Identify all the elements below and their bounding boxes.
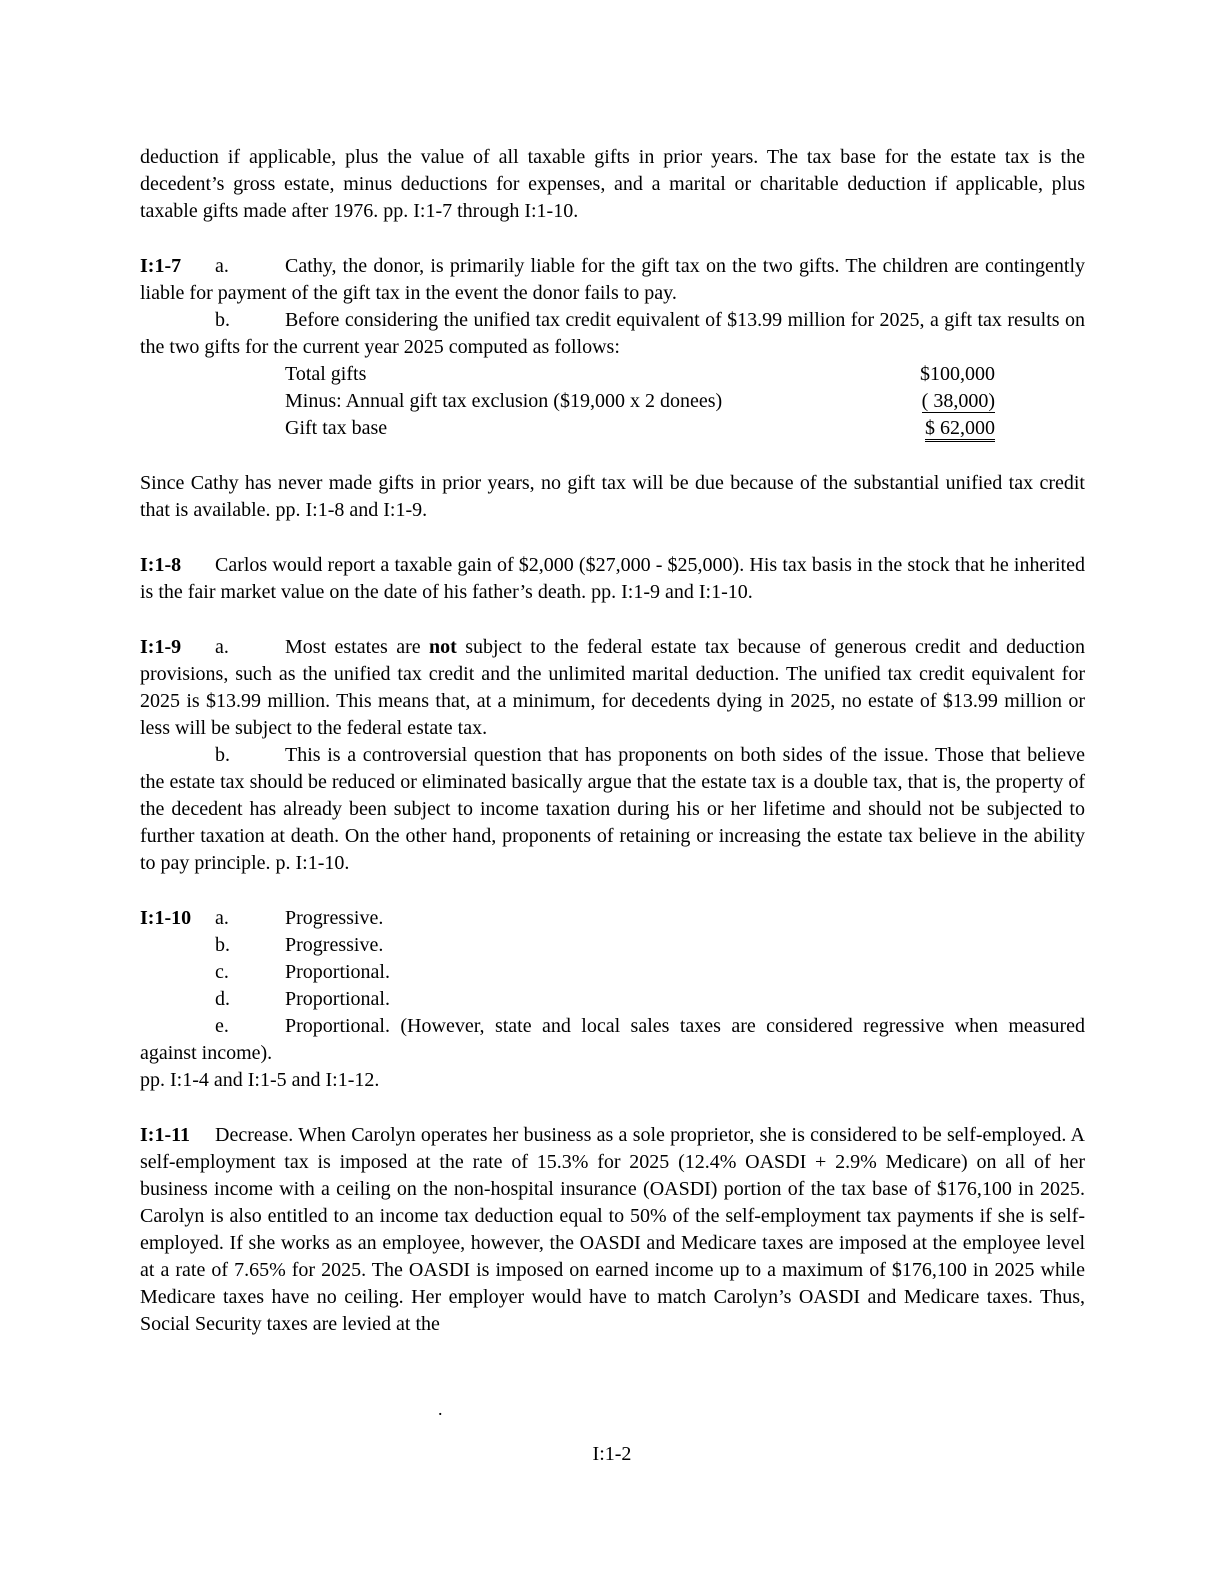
section-i110 [140, 905, 1085, 1094]
para-i19-b [140, 742, 1085, 877]
i18-text: Carlos would report a taxable gain of $2,000 ($27,000 - $25,000). His tax basis in the stock that he inherited is the fair market value on the date of his father’s death. pp. I:1-9 and I:1-10. [140, 554, 1085, 603]
i17-b-text: Before considering the unified tax credit equivalent of $13.99 million for 2025, a gift tax results on the two gifts for the current year 2025 computed as follows: [140, 309, 1085, 358]
row-label: Gift tax base [285, 417, 388, 439]
sub-item-label: a. [215, 636, 229, 658]
list-item-b [140, 932, 1085, 959]
para-i18 [140, 552, 1085, 606]
i111-text: Decrease. When Carolyn operates her business as a sole proprietor, she is considered to be self-employed. A self-employment tax is imposed at the rate of 15.3% for 2025 (12.4% OASDI + 2.9% Medicare) on all of her business income with a ceiling on the non-hospital insurance (OASDI) portion of the tax base of $176,100 in 2025. Carolyn is also entitled to an income tax deduction equal to 50% of the self-employment tax payments if she is self-employed. If she works as an employee, however, the OASDI and Medicare taxes are imposed at the employee level at a rate of 7.65% for 2025. The OASDI is imposed on earned income up to a maximum of $176,100 in 2025 while Medicare taxes have no ceiling. Her employer would have to match Carolyn’s OASDI and Medicare taxes. Thus, Social Security taxes are levied at the [140, 1124, 1085, 1335]
i19-a-text-2: subject to the federal estate tax because of generous credit and deduction provisions, such as the unified tax credit and the unlimited marital deduction. The unified tax credit equivalent for 2025 is $13.99 million. This means that, at a minimum, for decedents dying in 2025, no estate of $13.99 million or less will be subject to the federal estate tax. [140, 636, 1085, 739]
row-label: Total gifts [285, 363, 367, 385]
list-item-text: Proportional. [285, 961, 390, 983]
gift-tax-table [140, 361, 1085, 442]
item-number: I:1-9 [140, 636, 182, 658]
item-number: I:1-10 [140, 907, 192, 929]
list-item-text: Progressive. [285, 907, 384, 929]
sub-item-label: b. [215, 309, 230, 331]
row-amount [825, 415, 995, 442]
item-number: I:1-7 [140, 255, 182, 277]
i19-a-bold-word: not [429, 636, 457, 658]
i110-page-refs [140, 1067, 1085, 1094]
paragraph-intro [140, 144, 1085, 225]
list-item-text: Proportional. [285, 988, 390, 1010]
sub-item-label: a. [215, 255, 229, 277]
section-i17 [140, 253, 1085, 442]
list-item-c [140, 959, 1085, 986]
item-number: I:1-8 [140, 554, 182, 576]
para-i111 [140, 1122, 1085, 1338]
list-item-e [140, 1013, 1085, 1067]
row-label: Minus: Annual gift tax exclusion ($19,000 x 2 donees) [285, 390, 723, 412]
sub-item-label: d. [215, 988, 230, 1010]
sub-item-label: c. [215, 961, 229, 983]
section-i19 [140, 634, 1085, 877]
table-row [285, 388, 995, 415]
paragraph-intro-text: deduction if applicable, plus the value of all taxable gifts in prior years. The tax base for the estate tax is the decedent’s gross estate, minus deductions for expenses, and a marital or charitable deduction if applicable, plus taxable gifts made after 1976. pp. I:1-7 through I:1-10. [140, 146, 1085, 222]
para-i17-a [140, 253, 1085, 307]
i17-a-text: Cathy, the donor, is primarily liable for the gift tax on the two gifts. The children are contingently liable for payment of the gift tax in the event the donor fails to pay. [140, 255, 1085, 304]
page-footer [0, 1441, 1224, 1468]
i19-a-text-1: Most estates are [285, 636, 430, 658]
list-item-text: Proportional. (However, state and local sales taxes are considered regressive when measured against income). [140, 1015, 1085, 1064]
i19-b-text: This is a controversial question that has proponents on both sides of the issue. Those that believe the estate tax should be reduced or eliminated basically argue that the estate tax is a double tax, that is, the property of the decedent has already been subject to income taxation during his or her lifetime and should not be subjected to further taxation at death. On the other hand, proponents of retaining or increasing the estate tax believe in the ability to pay principle. p. I:1-10. [140, 744, 1085, 874]
sub-item-label: b. [215, 934, 230, 956]
stray-dot: . [438, 1399, 443, 1419]
i110-refs-text: pp. I:1-4 and I:1-5 and I:1-12. [140, 1069, 380, 1091]
amount-text-underlined: ( 38,000) [921, 390, 995, 412]
list-item-a [140, 905, 1085, 932]
list-item-d [140, 986, 1085, 1013]
row-amount [825, 388, 995, 415]
amount-text: $100,000 [920, 363, 995, 385]
para-i17-b [140, 307, 1085, 361]
item-number: I:1-11 [140, 1124, 190, 1146]
i17-closing-text: Since Cathy has never made gifts in prior years, no gift tax will be due because of the substantial unified tax credit that is available. pp. I:1-8 and I:1-9. [140, 472, 1085, 521]
table-row [285, 415, 995, 442]
sub-item-label: a. [215, 907, 229, 929]
sub-item-label: e. [215, 1015, 229, 1037]
table-row [285, 361, 995, 388]
list-item-text: Progressive. [285, 934, 384, 956]
row-amount [825, 361, 995, 388]
page-number: I:1-2 [592, 1443, 632, 1465]
para-i19-a [140, 634, 1085, 742]
amount-text-double-underlined: $ 62,000 [925, 417, 995, 442]
sub-item-label: b. [215, 744, 230, 766]
para-i17-closing [140, 470, 1085, 524]
